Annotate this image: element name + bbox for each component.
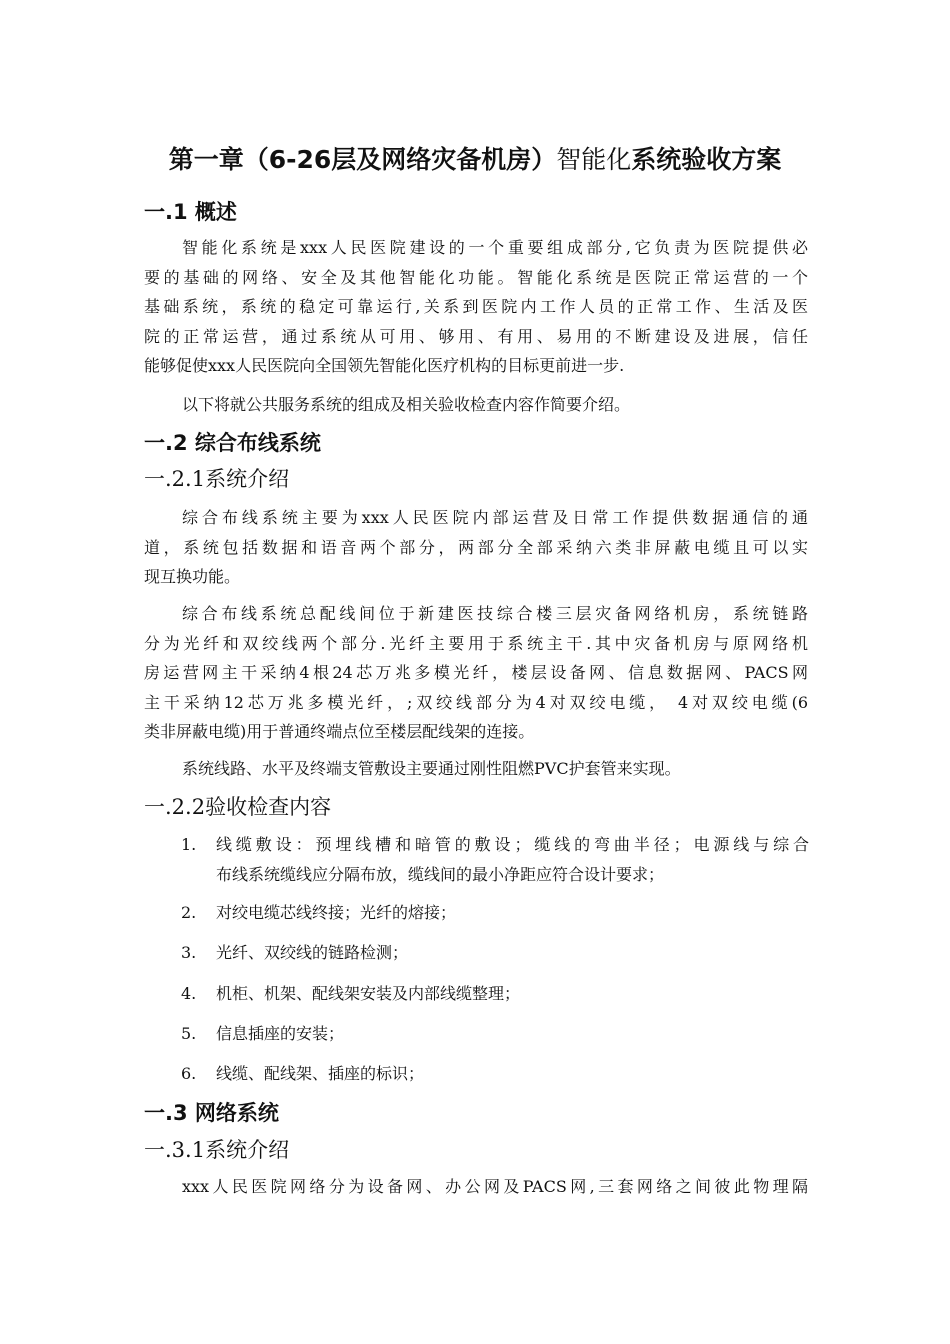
heading-overview: 一.1 概述 xyxy=(144,200,237,224)
text-line: 主干采纳12芯万兆多模光纤，;双绞线部分为4对双绞电缆， 4对双绞电缆(6 xyxy=(144,692,808,712)
list-item-number: 3. xyxy=(181,943,197,962)
title-part-2: 智能化 xyxy=(556,145,632,174)
text-line: 现互换功能。 xyxy=(144,567,241,586)
text-line: 要的基础的网络、安全及其他智能化功能。智能化系统是医院正常运营的一个 xyxy=(144,267,808,287)
text-line: 分为光纤和双绞线两个部分.光纤主要用于系统主干.其中灾备机房与原网络机 xyxy=(144,633,808,653)
text-line: 基础系统，系统的稳定可靠运行,关系到医院内工作人员的正常工作、生活及医 xyxy=(144,297,808,316)
list-item xyxy=(181,1059,809,1089)
list-item-number: 2. xyxy=(181,903,197,922)
heading-cabling-acceptance: 一.2.2验收检查内容 xyxy=(144,795,332,819)
paragraph-cabling-1 xyxy=(144,503,808,592)
text-line: 以下将就公共服务系统的组成及相关验收检查内容作简要介绍。 xyxy=(182,395,631,414)
text-line: xxx人民医院网络分为设备网、办公网及PACS网,三套网络之间彼此物理隔 xyxy=(182,1177,808,1196)
list-item-number: 4. xyxy=(181,984,197,1003)
text-line: 院的正常运营，通过系统从可用、够用、有用、易用的不断建设及进展，信任 xyxy=(144,326,808,346)
list-item-number: 6. xyxy=(181,1064,197,1083)
list-item-number: 5. xyxy=(181,1024,197,1043)
list-item xyxy=(181,979,809,1009)
text-line: 综合布线系统主要为xxx人民医院内部运营及日常工作提供数据通信的通 xyxy=(182,508,808,527)
text-line: 线缆、配线架、插座的标识； xyxy=(216,1064,425,1083)
text-line: 能够促使xxx人民医院向全国领先智能化医疗机构的目标更前进一步. xyxy=(144,356,625,375)
text-line: 布线系统缆线应分隔布放，缆线间的最小净距应符合设计要求； xyxy=(216,864,665,884)
heading-cabling-intro: 一.2.1系统介绍 xyxy=(144,467,290,491)
text-line: 光纤、双绞线的链路检测； xyxy=(216,943,409,962)
heading-network: 一.3 网络系统 xyxy=(144,1101,279,1125)
title-part-1: 第一章（6-26层及网络灾备机房） xyxy=(168,145,557,174)
heading-cabling: 一.2 综合布线系统 xyxy=(144,431,321,455)
paragraph-cabling-2 xyxy=(144,599,808,747)
paragraph-network-1 xyxy=(144,1172,808,1202)
text-line: 系统线路、水平及终端支管敷设主要通过刚性阻燃PVC护套管来实现。 xyxy=(182,759,681,778)
title-part-3: 系统验收方案 xyxy=(631,145,782,174)
list-item xyxy=(181,1019,809,1049)
list-item-number: 1. xyxy=(181,835,197,854)
paragraph-overview-2 xyxy=(144,390,808,420)
text-line: 道，系统包括数据和语音两个部分，两部分全部采纳六类非屏蔽电缆且可以实 xyxy=(144,537,808,557)
text-line: 类非屏蔽电缆)用于普通终端点位至楼层配线架的连接。 xyxy=(144,722,535,741)
text-line: 房运营网主干采纳4根24芯万兆多模光纤，楼层设备网、信息数据网、PACS网 xyxy=(144,663,808,682)
list-item xyxy=(181,898,809,928)
paragraph-cabling-3 xyxy=(144,754,808,784)
text-line: 智能化系统是xxx人民医院建设的一个重要组成部分,它负责为医院提供必 xyxy=(182,238,808,257)
text-line: 线缆敷设：预埋线槽和暗管的敷设；缆线的弯曲半径；电源线与综合 xyxy=(216,835,809,854)
document-title xyxy=(0,142,950,178)
text-line: 信息插座的安装； xyxy=(216,1024,345,1043)
text-line: 机柜、机架、配线架安装及内部线缆整理； xyxy=(216,984,521,1003)
paragraph-overview-1 xyxy=(144,233,808,381)
text-line: 对绞电缆芯线终接；光纤的熔接； xyxy=(216,903,457,922)
list-item xyxy=(181,938,809,968)
list-item xyxy=(181,830,809,889)
text-line: 综合布线系统总配线间位于新建医技综合楼三层灾备网络机房，系统链路 xyxy=(182,604,808,623)
heading-network-intro: 一.3.1系统介绍 xyxy=(144,1138,290,1162)
